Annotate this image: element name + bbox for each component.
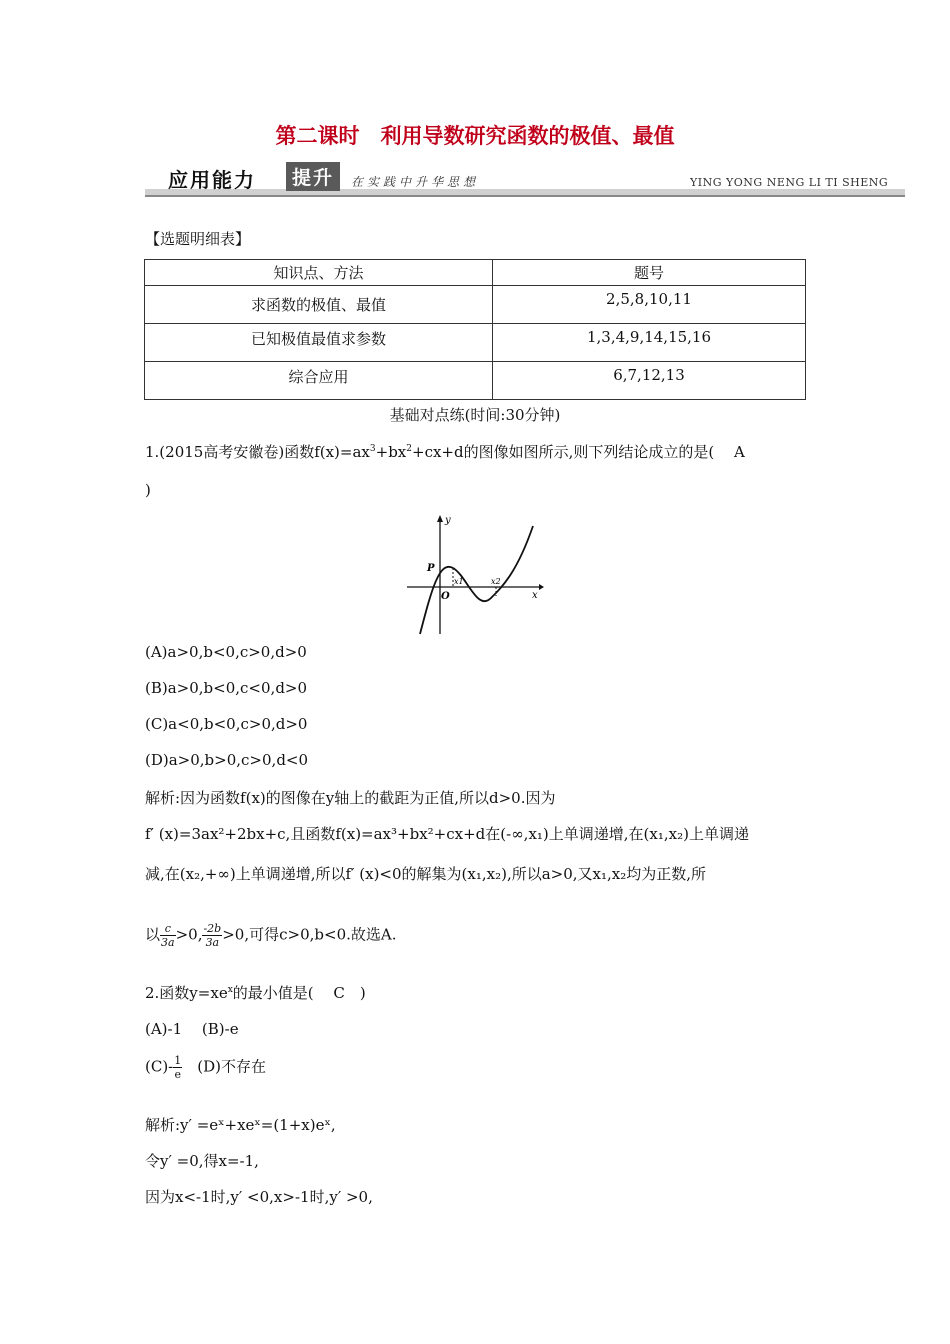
q2-analysis-line: 令y′ =0,得x=-1, — [145, 1152, 259, 1170]
table-cell: 1,3,4,9,14,15,16 — [493, 324, 806, 362]
table-cell: 综合应用 — [145, 362, 493, 400]
table-header-cell: 知识点、方法 — [145, 260, 493, 286]
table-row — [145, 324, 806, 362]
q1-stem — [145, 441, 745, 462]
q2-option-d: (D)不存在 — [182, 1057, 266, 1076]
table-row — [145, 286, 806, 324]
table-header-cell: 题号 — [493, 260, 806, 286]
fraction-denominator: e — [174, 1068, 181, 1081]
table-cell: 已知极值最值求参数 — [145, 324, 493, 362]
q1-stem-part: +bx — [375, 443, 407, 461]
q1-option-c: (C)a<0,b<0,c>0,d>0 — [145, 715, 308, 733]
fraction-numerator: c — [160, 922, 176, 936]
lesson-title: 第二课时 利用导数研究函数的极值、最值 — [275, 124, 675, 148]
q2-stem-part: 的最小值是( C ) — [232, 984, 366, 1002]
y-axis-arrow-icon — [437, 515, 443, 522]
banner-highlight-box: 提升 — [286, 162, 340, 191]
q2-stem — [145, 982, 366, 1003]
q2-option-c-prefix: (C)- — [145, 1057, 174, 1076]
fraction-numerator: -2b — [203, 922, 222, 935]
banner-pinyin: YING YONG NENG LI TI SHENG — [690, 176, 889, 189]
table-cell: 6,7,12,13 — [493, 362, 806, 400]
q2-options-ab: (A)-1 (B)-e — [145, 1020, 239, 1038]
cubic-function-graph — [405, 512, 545, 636]
q1-analysis-part: 以 — [145, 925, 161, 944]
table-header-row — [145, 260, 806, 286]
y-axis-label: y — [445, 515, 451, 526]
x1-label: x1 — [454, 577, 464, 586]
practice-subtitle: 基础对点练(时间:30分钟) — [389, 406, 561, 424]
banner-motto: 在实践中升华思想 — [351, 175, 480, 189]
q2-stem-part: 2.函数y=xe — [145, 984, 228, 1002]
table-row — [145, 362, 806, 400]
q2-analysis-line: 因为x<-1时,y′ <0,x>-1时,y′ >0, — [145, 1188, 373, 1206]
exponent: 3 — [369, 444, 376, 454]
point-p-label: P — [427, 563, 435, 574]
q1-stem-part: +cx+d的图像如图所示,则下列结论成立的是( A — [412, 443, 745, 461]
q1-analysis-part: >0,可得c>0,b<0.故选A. — [222, 925, 397, 944]
q1-option-a: (A)a>0,b<0,c>0,d>0 — [145, 643, 307, 661]
x-axis-arrow-icon — [539, 584, 544, 590]
banner-main-text: 应用能力 — [168, 168, 256, 192]
table-cell: 求函数的极值、最值 — [145, 286, 493, 324]
selection-table — [144, 259, 806, 400]
x2-label: x2 — [491, 577, 501, 586]
fraction-denominator: 3a — [205, 936, 220, 949]
exponent: x — [227, 985, 233, 995]
q1-option-b: (B)a>0,b<0,c<0,d>0 — [145, 679, 308, 697]
q1-analysis-part: >0, — [175, 925, 203, 944]
x-axis-label: x — [532, 590, 538, 601]
q1-option-d: (D)a>0,b>0,c>0,d<0 — [145, 751, 309, 769]
fraction-neg2b-over-3a — [202, 922, 222, 949]
q1-stem-part: 1.(2015高考安徽卷)函数f(x)=ax — [145, 443, 370, 461]
cubic-curve — [420, 526, 533, 634]
fraction-numerator: 1 — [174, 1054, 182, 1067]
q1-analysis-line — [145, 922, 396, 949]
selection-table-label: 【选题明细表】 — [145, 230, 251, 248]
exponent: 2 — [406, 444, 412, 454]
q1-analysis-line: 减,在(x₂,+∞)上单调递增,所以f′ (x)<0的解集为(x₁,x₂),所以a>0,又x₁,x₂均为正数,所 — [145, 865, 707, 883]
table-cell: 2,5,8,10,11 — [493, 286, 806, 324]
fraction-c-over-3a — [160, 922, 176, 949]
q2-analysis-line: 解析:y′ =eˣ+xeˣ=(1+x)eˣ, — [145, 1116, 336, 1134]
q1-analysis-line: f′ (x)=3ax²+2bx+c,且函数f(x)=ax³+bx²+cx+d在(-∞,x₁)上单调递增,在(x₁,x₂)上单调递 — [145, 825, 749, 843]
q2-options-cd — [145, 1054, 266, 1081]
q1-analysis-line: 解析:因为函数f(x)的图像在y轴上的截距为正值,所以d>0.因为 — [145, 789, 556, 807]
fraction-1-over-e — [173, 1054, 182, 1081]
origin-label: O — [441, 591, 450, 602]
banner-rule-dark — [145, 195, 905, 197]
fraction-denominator: 3a — [161, 936, 175, 949]
q1-stem-close: ) — [145, 481, 151, 499]
